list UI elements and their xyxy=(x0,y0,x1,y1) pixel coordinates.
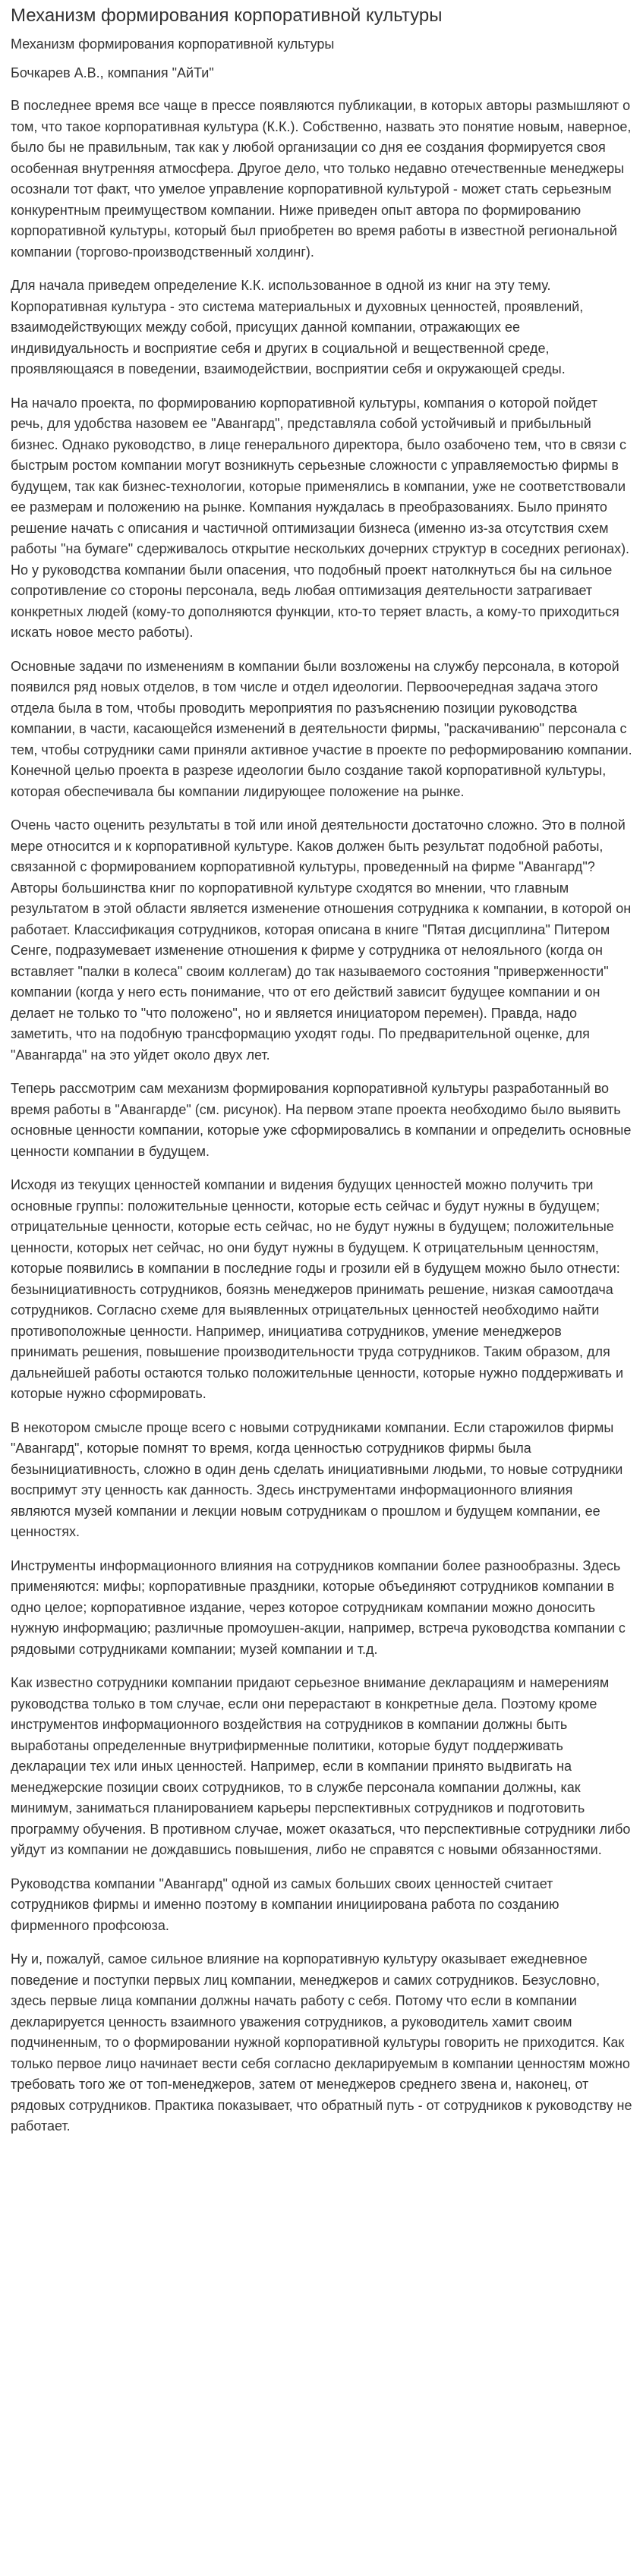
article-title: Механизм формирования корпоративной культуры xyxy=(11,5,443,26)
paragraph: В некотором смысле проще всего с новыми сотрудниками компании. Если старожилов фирмы "Авангард", которые помнят то время, когда ценностью сотрудников фирмы была безынициативность, сложно в один день сделать инициативными людьми, то новые сотрудники воспримут эту ценность как данность. Здесь инструментами информационного влияния являются музей компании и лекции новым сотрудникам о прошлом и будущем компании, ее ценностях. xyxy=(11,1419,623,1539)
paragraph: Ну и, пожалуй, самое сильное влияние на корпоративную культуру оказывает ежедневное поведение и поступки первых лиц компании, менеджеров и самих сотрудников. Безусловно, здесь первые лица компании должны начать работу с себя. Потому что если в компании декларируется ценность взаимного уважения сотрудников, а руководитель хамит своим подчиненным, то о формировании нужной корпоративной культуры говорить не приходится. Как только первое лицо начинает вести себя согласно декларируемым в компании ценностям можно требовать того же от топ-менеджеров, затем от менеджеров среднего звена и, наконец, от рядовых сотрудников. Практика показывает, что обратный путь - от сотрудников к руководству не работает. xyxy=(11,1951,632,2134)
paragraph: Теперь рассмотрим сам механизм формирования корпоративной культуры разработанный во время работы в "Авангарде" (см. рисунок). На первом этапе проекта необходимо было выявить основные ценности компании, которые уже сформировались в компании и определить основные ценности компании в будущем. xyxy=(11,1081,632,1159)
paragraph: Руководства компании "Авангард" одной из самых больших своих ценностей считает сотрудников фирмы и именно поэтому в компании инициирована работа по созданию фирменного профсоюза. xyxy=(11,1875,559,1933)
paragraph: Инструменты информационного влияния на сотрудников компании более разнообразны. Здесь применяются: мифы; корпоративные праздники, которые объединяют сотрудников компании в одно целое; корпоративное издание, через которое сотрудникам компании можно доносить нужную информацию; различные промоушен-акции, например, встреча руководства компании с рядовыми сотрудниками компании; музей компании и т.д. xyxy=(11,1557,626,1657)
paragraph: В последнее время все чаще в прессе появляются публикации, в которых авторы размышляют о том, что такое корпоративная культура (К.К.). Собственно, назвать это понятие новым, наверное, было бы не правильным, так как у любой организации со дня ее создания формируется своя особенная внутренняя атмосфера. Другое дело, что только недавно отечественные менеджеры осознали тот факт, что умелое управление корпоративной культурой - может стать серьезным конкурентным преимуществом компании. Ниже приведен опыт автора по формированию корпоративной культуры, который был приобретен во время работы в известной региональной компании (торгово-производственный холдинг). xyxy=(11,98,632,260)
paragraph: Как известно сотрудники компании придают серьезное внимание декларациям и намерениям руководства только в том случае, если они перерастают в конкретные дела. Поэтому кроме инструментов информационного воздействия на сотрудников в компании должны быть выработаны определенные внутрифирменные политики, которые будут поддерживать декларации тех или иных ценностей. Например, если в компании принято выдвигать на менеджерские позиции своих сотрудников, то в службе персонала компании должны, как минимум, заниматься планированием карьеры перспективных сотрудников и подготовить программу обучения. В противном случае, может оказаться, что перспективные сотрудники либо уйдут из компании не дождавшись повышения, либо не справятся с новыми обязанностями. xyxy=(11,1675,631,1857)
paragraph: На начало проекта, по формированию корпоративной культуры, компания о которой пойдет речь, для удобства назовем ее "Авангард", представляла собой устойчивый и прибыльный бизнес. Однако руководство, в лице генерального директора, было озабочено тем, что в связи с быстрым ростом компании могут возникнуть серьезные сложности с управляемостью фирмы в будущем, так как бизнес-технологии, которые применялись в компании, уже не соответствовали ее размерам и положению на рынке. Компания нуждалась в преобразованиях. Было принято решение начать с описания и частичной оптимизации бизнеса (именно из-за отсутствия схем работы "на бумаге" сдерживалось открытие нескольких дочерних структур в соседних регионах). Но у руководства компании были опасения, что подобный проект натолкнуться бы на сильное сопротивление со стороны персонала, ведь любая оптимизация деятельности затрагивает конкретных людей (кому-то дополняются функции, кто-то теряет власть, а кому-то приходиться искать новое место работы). xyxy=(11,395,630,640)
article-author: Бочкарев А.В., компания "АйТи" xyxy=(11,65,214,80)
paragraph: Для начала приведем определение К.К. использованное в одной из книг на эту тему. Корпоративная культура - это система материальных и духовных ценностей, проявлений, взаимодействующих между собой, присущих данной компании, отражающих ее индивидуальность и восприятие себя и других в социальной и вещественной среде, проявляющаяся в поведении, взаимодействии, восприятии себя и окружающей среды. xyxy=(11,278,584,376)
paragraph: Исходя из текущих ценностей компании и видения будущих ценностей можно получить три основные группы: положительные ценности, которые есть сейчас и будут нужны в будущем; отрицательные ценности, которые есть сейчас, но не будут нужны в будущем; положительные ценности, которых нет сейчас, но они будут нужны в будущем. К отрицательным ценностям, которые появились в компании в последние годы и грозили ей в будущем можно было отнести: безынициативность сотрудников, боязнь менеджеров принимать решение, низкая самоотдача сотрудников. Согласно схеме для выявленных отрицательных ценностей необходимо найти противоположные ценности. Например, инициатива сотрудников, умение менеджеров принимать решения, повышение производительности труда сотрудников. Таким образом, для дальнейшей работы остаются только положительные ценности, которые нужно поддерживать и которые нужно сформировать. xyxy=(11,1177,624,1401)
paragraph: Очень часто оценить результаты в той или иной деятельности достаточно сложно. Это в полной мере относится и к корпоративной культуре. Каков должен быть результат подобной работы, связанной с формированием корпоративной культуры, проведенный на фирме "Авангард"? Авторы большинства книг по корпоративной культуре сходятся во мнении, что главным результатом в этой области является изменение отношения сотрудника к компании, в которой он работает. Классификация сотрудников, которая описана в книге "Пятая дисциплина" Питером Сенге, подразумевает изменение отношения к фирме у сотрудника от нелояльного (когда он вставляет "палки в колеса" своим коллегам) до так называемого состояния "приверженности" компании (когда у него есть понимание, что от его действий зависит будущее компании и он делает не только то "что положено", но и является инициатором перемен). Правда, надо заметить, что на подобную трансформацию уходят годы. По предварительной оценке, для "Авангарда" на это уйдет около двух лет. xyxy=(11,817,632,1063)
article-subtitle: Механизм формирования корпоративной культуры xyxy=(11,36,335,52)
paragraph: Основные задачи по изменениям в компании были возложены на службу персонала, в которой появился ряд новых отделов, в том числе и отдел идеологии. Первоочередная задача этого отдела была в том, чтобы проводить мероприятия по разъяснению позиции руководства компании, в части, касающейся изменений в деятельности фирмы, "раскачиванию" персонала с тем, чтобы сотрудники сами приняли активное участие в проекте по реформированию компании. Конечной целью проекта в разрезе идеологии было создание такой корпоративной культуры, которая обеспечивала бы компании лидирующее положение на рынке. xyxy=(11,658,632,799)
